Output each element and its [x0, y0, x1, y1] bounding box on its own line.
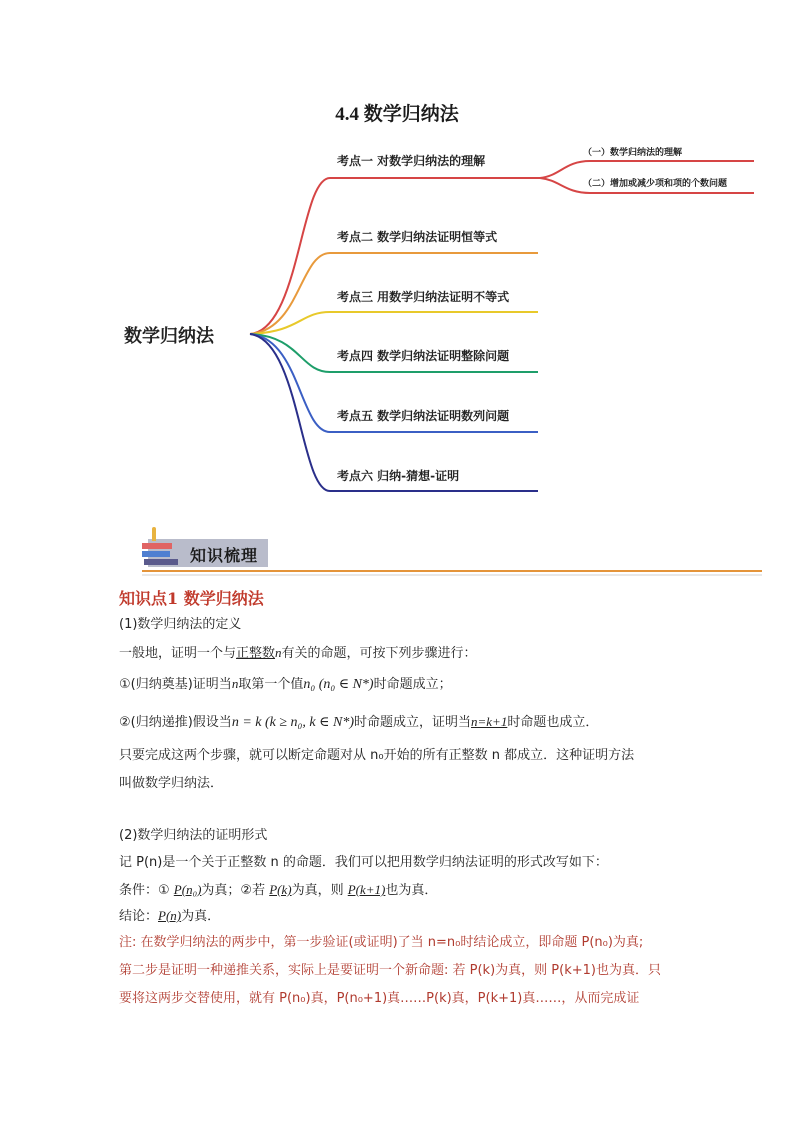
note-line-3: 要将这两步交替使用，就有 P(n₀)真，P(n₀+1)真……P(k)真，P(k+1)真……，从而完成证	[119, 991, 640, 1006]
formula: n = k (k ≥ n₀, k ∈ N*)	[231, 715, 354, 730]
underlined-term: P(k+1)	[347, 882, 386, 897]
summary-line-2: 叫做数学归纳法．	[119, 776, 224, 791]
branch-6: 考点六 归纳-猜想-证明	[337, 469, 460, 483]
text-span: 为真；②若	[201, 883, 270, 898]
text-span: 时命题也成立．	[507, 715, 599, 730]
text-span: ②(归纳递推)假设当	[119, 715, 232, 730]
text-span: 取第一个值	[238, 677, 304, 692]
underlined-term: P(k)	[269, 882, 292, 897]
branch-line-1	[250, 178, 540, 334]
mindmap-connectors	[0, 0, 794, 520]
text-span: 时命题成立；	[373, 677, 452, 692]
text-span: 时命题成立，证明当	[353, 715, 471, 730]
text-span: 结论：	[119, 909, 159, 924]
section-2-heading: (2)数学归纳法的证明形式	[119, 828, 268, 843]
text-span: 有关的命题，可按下列步骤进行：	[281, 646, 477, 661]
summary-line-1: 只要完成这两个步骤，就可以断定命题对从 n₀开始的所有正整数 n 都成立．这种证明方法	[119, 748, 635, 763]
underlined-term: n=k+1	[471, 714, 508, 729]
formula: n₀ (n₀ ∈ N*)	[303, 677, 374, 692]
step-1	[119, 673, 452, 696]
variable-n: n	[231, 676, 239, 691]
condition-line	[119, 879, 437, 902]
text-span: 条件：①	[119, 883, 174, 898]
note-line-2: 第二步是证明一种递推关系，实际上是要证明一个新命题: 若 P(k)为真，则 P(k+1)也为真．只	[119, 963, 661, 978]
step-2	[119, 711, 598, 734]
text-span: 为真，则	[291, 883, 348, 898]
sub-branch-2: （二）增加或减少项和项的个数问题	[583, 179, 728, 189]
underlined-term: P(n₀)	[173, 882, 202, 897]
underlined-term: P(n)	[158, 908, 182, 923]
text-span: ①(归纳奠基)证明当	[119, 677, 232, 692]
branch-5: 考点五 数学归纳法证明数列问题	[337, 409, 510, 423]
underlined-term: 正整数	[236, 646, 276, 661]
text-span: 一般地，证明一个与	[119, 646, 237, 661]
section-1-heading: (1)数学归纳法的定义	[119, 617, 242, 632]
text-span: 也为真．	[385, 883, 438, 898]
sub-branch-1: （一）数学归纳法的理解	[583, 148, 683, 158]
mindmap-root: 数学归纳法	[124, 326, 214, 347]
knowledge-point-title: 知识点1 数学归纳法	[119, 589, 264, 608]
note-line-1: 注: 在数学归纳法的两步中，第一步验证(或证明)了当 n=n₀时结论成立，即命题 P(n₀)为真;	[119, 935, 644, 950]
conclusion-line	[119, 905, 220, 928]
branch-4: 考点四 数学归纳法证明整除问题	[337, 349, 510, 363]
section-2-line-1: 记 P(n)是一个关于正整数 n 的命题．我们可以把用数学归纳法证明的形式改写如下：	[119, 855, 608, 870]
banner-label: 知识梳理	[190, 546, 259, 565]
branch-3: 考点三 用数学归纳法证明不等式	[337, 290, 510, 304]
branch-2: 考点二 数学归纳法证明恒等式	[337, 230, 498, 244]
text-span: 为真．	[181, 909, 221, 924]
variable-n: n	[275, 645, 282, 660]
page-title: 4.4 数学归纳法	[335, 104, 459, 125]
branch-1: 考点一 对数学归纳法的理解	[337, 154, 486, 168]
branch-line-3	[250, 312, 538, 334]
section-1-intro	[119, 642, 477, 665]
